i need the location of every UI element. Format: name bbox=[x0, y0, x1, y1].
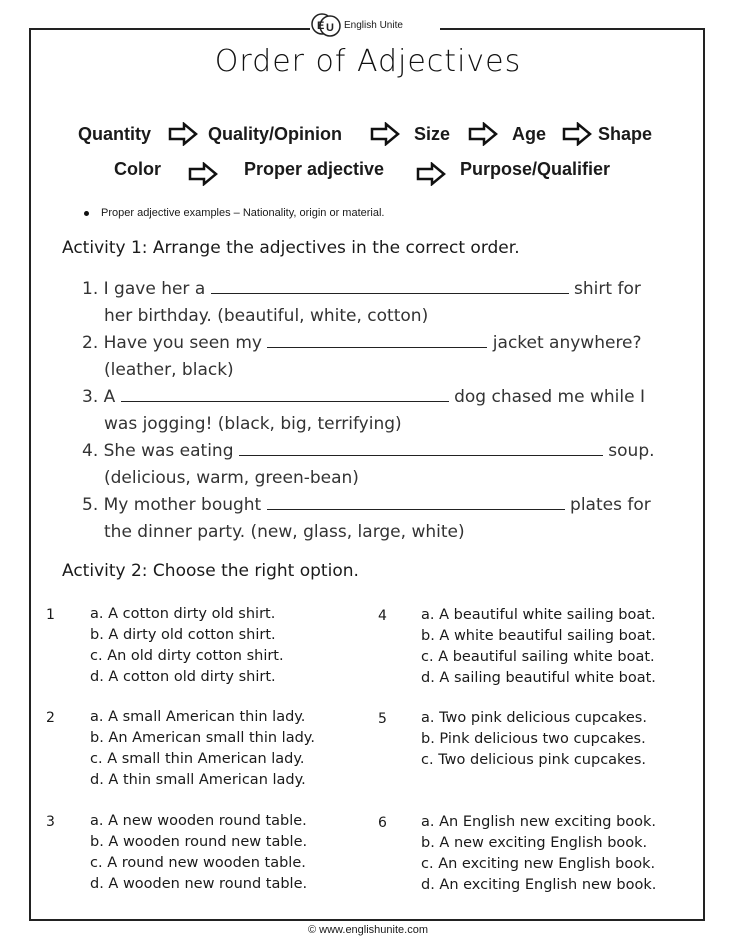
item-number: 1. bbox=[82, 279, 99, 299]
a1-item3-line2: was jogging! (black, big, terrifying) bbox=[104, 414, 402, 434]
activity2-heading: Activity 2: Choose the right option. bbox=[62, 561, 359, 581]
logo bbox=[310, 10, 440, 40]
option-d[interactable]: d. An exciting English new book. bbox=[421, 877, 657, 893]
arrow-right-icon bbox=[370, 122, 400, 146]
svg-text:E: E bbox=[317, 20, 325, 32]
svg-text:U: U bbox=[326, 22, 334, 34]
english-unite-logo-icon bbox=[310, 10, 342, 40]
order-size: Size bbox=[414, 124, 451, 144]
option-a[interactable]: a. An English new exciting book. bbox=[421, 814, 657, 830]
item-text: dog chased me while I bbox=[454, 387, 645, 407]
arrow-right-icon bbox=[562, 122, 592, 146]
a1-item5-line1 bbox=[82, 495, 651, 515]
option-b[interactable]: b. A new exciting English book. bbox=[421, 835, 648, 851]
activity1-heading: Activity 1: Arrange the adjectives in the correct order. bbox=[62, 238, 520, 258]
item-text: shirt for bbox=[574, 279, 641, 299]
item-text: A bbox=[103, 387, 116, 407]
option-d[interactable]: d. A cotton old dirty shirt. bbox=[90, 669, 276, 685]
option-c[interactable]: c. An exciting new English book. bbox=[421, 856, 656, 872]
item-text: I gave her a bbox=[103, 279, 206, 299]
order-proper: Proper adjective bbox=[244, 159, 385, 179]
option-b[interactable]: b. An American small thin lady. bbox=[90, 730, 315, 746]
answer-blank[interactable] bbox=[267, 333, 487, 348]
item-number: 2. bbox=[82, 333, 99, 353]
option-c[interactable]: c. Two delicious pink cupcakes. bbox=[421, 752, 647, 768]
a1-item2-line2: (leather, black) bbox=[104, 360, 234, 380]
item-number: 4. bbox=[82, 441, 99, 461]
answer-blank[interactable] bbox=[211, 279, 569, 294]
answer-blank[interactable] bbox=[267, 495, 565, 510]
option-b[interactable]: b. A wooden round new table. bbox=[90, 834, 308, 850]
order-purpose: Purpose/Qualifier bbox=[460, 159, 611, 179]
bullet-icon bbox=[84, 211, 89, 216]
option-c[interactable]: c. An old dirty cotton shirt. bbox=[90, 648, 284, 664]
item-text: Have you seen my bbox=[103, 333, 262, 353]
order-shape: Shape bbox=[598, 124, 653, 144]
a1-item4-line2: (delicious, warm, green-bean) bbox=[104, 468, 359, 488]
page-title: Order of Adjectives bbox=[214, 44, 522, 79]
option-b[interactable]: b. A white beautiful sailing boat. bbox=[421, 628, 656, 644]
question-number: 2 bbox=[46, 710, 55, 726]
footer-copyright: © www.englishunite.com bbox=[308, 924, 428, 936]
option-c[interactable]: c. A small thin American lady. bbox=[90, 751, 305, 767]
item-text: soup. bbox=[608, 441, 655, 461]
a1-item2-line1 bbox=[82, 333, 642, 353]
a1-item5-line2: the dinner party. (new, glass, large, white) bbox=[104, 522, 465, 542]
option-a[interactable]: a. A new wooden round table. bbox=[90, 813, 307, 829]
option-a[interactable]: a. A cotton dirty old shirt. bbox=[90, 606, 276, 622]
note-text: Proper adjective examples – Nationality, origin or material. bbox=[101, 207, 385, 219]
question-number: 5 bbox=[378, 711, 387, 727]
item-number: 5. bbox=[82, 495, 99, 515]
order-color: Color bbox=[114, 159, 161, 179]
option-a[interactable]: a. A beautiful white sailing boat. bbox=[421, 607, 656, 623]
order-quantity: Quantity bbox=[78, 124, 152, 144]
a1-item1-line2: her birthday. (beautiful, white, cotton) bbox=[104, 306, 429, 326]
item-text: My mother bought bbox=[103, 495, 262, 515]
option-a[interactable]: a. Two pink delicious cupcakes. bbox=[421, 710, 647, 726]
a1-item4-line1 bbox=[82, 441, 655, 461]
item-text: plates for bbox=[570, 495, 651, 515]
option-b[interactable]: b. Pink delicious two cupcakes. bbox=[421, 731, 646, 747]
answer-blank[interactable] bbox=[239, 441, 603, 456]
order-quality: Quality/Opinion bbox=[208, 124, 342, 144]
option-a[interactable]: a. A small American thin lady. bbox=[90, 709, 306, 725]
question-number: 6 bbox=[378, 815, 387, 831]
option-b[interactable]: b. A dirty old cotton shirt. bbox=[90, 627, 276, 643]
option-d[interactable]: d. A thin small American lady. bbox=[90, 772, 306, 788]
item-text: She was eating bbox=[103, 441, 234, 461]
question-number: 4 bbox=[378, 608, 387, 624]
option-c[interactable]: c. A beautiful sailing white boat. bbox=[421, 649, 655, 665]
a1-item1-line1 bbox=[82, 279, 641, 299]
question-number: 1 bbox=[46, 607, 55, 623]
arrow-right-icon bbox=[168, 122, 198, 146]
arrow-right-icon bbox=[188, 162, 218, 186]
item-text: jacket anywhere? bbox=[492, 333, 642, 353]
option-c[interactable]: c. A round new wooden table. bbox=[90, 855, 306, 871]
item-number: 3. bbox=[82, 387, 99, 407]
option-d[interactable]: d. A sailing beautiful white boat. bbox=[421, 670, 656, 686]
answer-blank[interactable] bbox=[121, 387, 449, 402]
a1-item3-line1 bbox=[82, 387, 645, 407]
question-number: 3 bbox=[46, 814, 55, 830]
arrow-right-icon bbox=[416, 162, 446, 186]
arrow-right-icon bbox=[468, 122, 498, 146]
logo-text: English Unite bbox=[344, 19, 403, 31]
order-age: Age bbox=[512, 124, 547, 144]
option-d[interactable]: d. A wooden new round table. bbox=[90, 876, 308, 892]
bullet-note bbox=[84, 207, 384, 219]
